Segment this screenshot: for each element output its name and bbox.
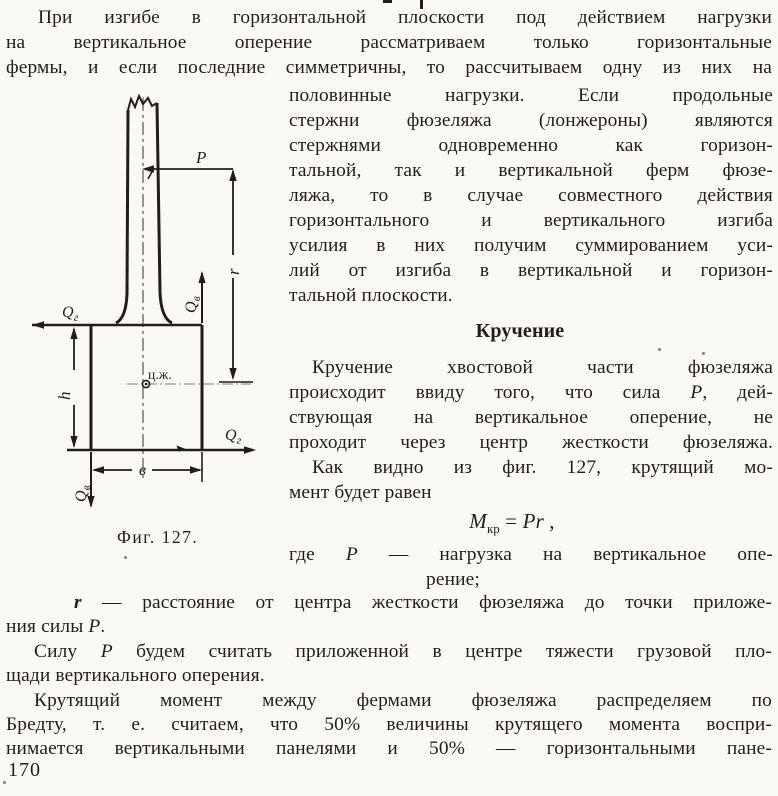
text-line: рение; bbox=[426, 569, 480, 590]
scan-speck bbox=[658, 348, 661, 351]
paragraph-torsion bbox=[289, 355, 773, 505]
text-line: При изгибе в горизонтальной плоскости под действием нагрузки bbox=[38, 7, 772, 28]
section-heading: Кручение bbox=[475, 320, 565, 342]
formula-mkr: $M_{кр} = Pr$ , bbox=[469, 509, 555, 537]
text-line: происходит ввиду того, что сила P, дей- bbox=[289, 382, 774, 403]
label-h: h bbox=[55, 391, 74, 400]
text-line: на вертикальное оперение рассматриваем только горизонтальные bbox=[6, 32, 772, 53]
text-line: где P — нагрузка на вертикальное опе- bbox=[289, 544, 773, 565]
text-line: Как видно из фиг. 127, крутящий мо- bbox=[312, 457, 773, 478]
label-b: в bbox=[139, 462, 147, 479]
text-line: усилия в них получим суммированием уси- bbox=[289, 235, 773, 256]
text-line: Крутящий момент между фермами фюзеляжа распределяем по bbox=[34, 689, 772, 711]
text-line: тальной плоскости. bbox=[289, 285, 453, 306]
text-line: Силу P будем считать приложенной в центре тяжести грузовой пло- bbox=[34, 640, 772, 662]
label-Qg-bottom: $Q_г$ bbox=[225, 427, 242, 447]
label-Qg-top: $Q_г$ bbox=[62, 304, 79, 324]
paragraph-continuation bbox=[289, 83, 773, 308]
bottom-paragraphs bbox=[6, 591, 772, 762]
label-r: r bbox=[224, 268, 243, 275]
paragraph-opening bbox=[6, 5, 772, 80]
label-Qv-upper: $Q_в$ bbox=[183, 296, 203, 313]
text-line: горизонтального и вертикального изгиба bbox=[289, 210, 773, 231]
text-line: стержнями одновременно как горизон- bbox=[289, 135, 773, 156]
figure-127 bbox=[20, 90, 270, 560]
text-line: стержни фюзеляжа (лонжероны) являются bbox=[289, 110, 773, 131]
scan-artifact bbox=[383, 0, 392, 3]
scan-speck bbox=[3, 781, 6, 784]
text-line: Кручение хвостовой части фюзеляжа bbox=[312, 357, 773, 378]
text-line: нимается вертикальными панелями и 50% — горизонтальными пане- bbox=[6, 738, 772, 760]
figure-labels bbox=[55, 148, 243, 547]
text-line: ния силы P. bbox=[6, 616, 106, 638]
text-line: мент будет равен bbox=[289, 482, 432, 503]
text-line: ляжа, то в случае совместного действия bbox=[289, 185, 773, 206]
text-line: фермы, и если последние симметричны, то рассчитываем одну из них на bbox=[6, 57, 772, 78]
figure-caption: Фиг. 127. bbox=[117, 527, 199, 547]
text-line: щади вертикального оперения. bbox=[6, 665, 265, 687]
text-line: тальной, так и вертикальной ферм фюзе- bbox=[289, 160, 773, 181]
figure-linework bbox=[32, 96, 253, 506]
text-line: половинные нагрузки. Если продольные bbox=[289, 85, 773, 106]
text-line: Бредту, т. е. считаем, что 50% величины крутящего момента воспри- bbox=[6, 713, 772, 735]
text-line: проходит через центр жесткости фюзеляжа. bbox=[289, 432, 773, 453]
p-arrowhead bbox=[142, 165, 154, 173]
text-line: лий от изгиба в вертикальной и горизон- bbox=[289, 260, 773, 281]
arrowheads bbox=[32, 165, 256, 508]
page-number: 170 bbox=[8, 759, 41, 781]
label-cg: ц.ж. bbox=[148, 367, 172, 382]
formula-legend bbox=[289, 542, 773, 592]
text-line: r — расстояние от центра жесткости фюзеляжа до точки приложе- bbox=[74, 592, 772, 613]
label-Qv-lower: $Q_в$ bbox=[73, 485, 93, 502]
label-P: P bbox=[196, 148, 207, 167]
fin-right-edge bbox=[157, 103, 172, 323]
fin-left-edge bbox=[116, 110, 128, 323]
text-line: ствующая на вертикальное оперение, не bbox=[289, 407, 773, 428]
